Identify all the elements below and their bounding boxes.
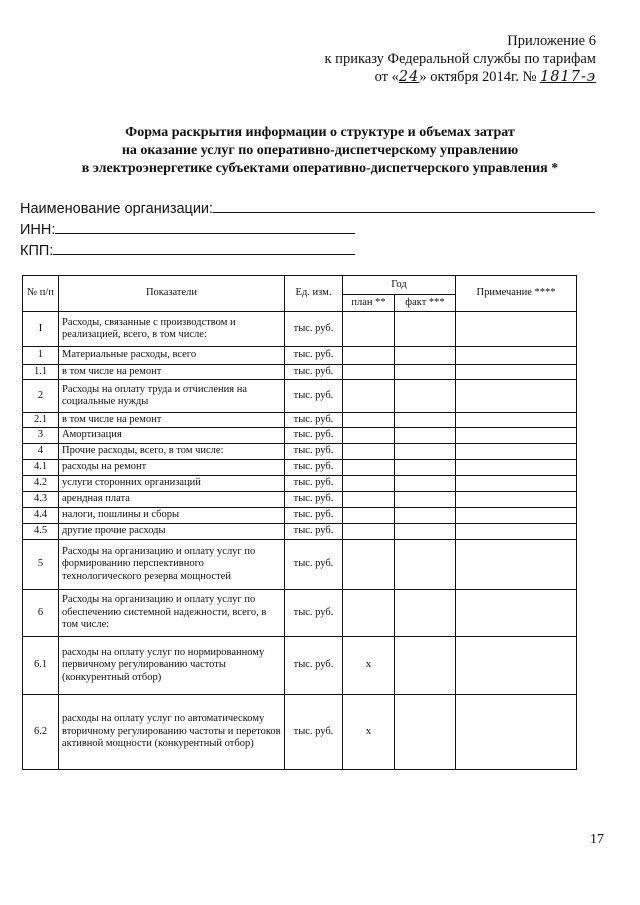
row-number-cell: 1 xyxy=(23,347,59,365)
row-fact-cell[interactable] xyxy=(395,508,456,524)
row-note-cell[interactable] xyxy=(456,460,577,476)
row-plan-cell[interactable] xyxy=(343,365,395,380)
row-unit-cell: тыс. руб. xyxy=(285,413,343,428)
row-unit-cell: тыс. руб. xyxy=(285,590,343,637)
row-indicator-cell: Прочие расходы, всего, в том числе: xyxy=(59,444,285,460)
row-plan-cell[interactable]: x xyxy=(343,637,395,695)
row-number-cell: 5 xyxy=(23,540,59,590)
header-num: № п/п xyxy=(23,276,59,312)
row-number-cell: 6.2 xyxy=(23,695,59,770)
row-indicator-cell: Амортизация xyxy=(59,428,285,444)
row-indicator-cell: Расходы на организацию и оплату услуг по формированию перспективного технологического резерва мощностей xyxy=(59,540,285,590)
table-row xyxy=(23,695,577,770)
table-row xyxy=(23,347,577,365)
header-note: Примечание **** xyxy=(456,276,577,312)
row-unit-cell: тыс. руб. xyxy=(285,460,343,476)
row-plan-cell[interactable] xyxy=(343,312,395,347)
row-indicator-cell: Материальные расходы, всего xyxy=(59,347,285,365)
row-indicator-cell: Расходы на организацию и оплату услуг по обеспечению системной надежности, всего, в том числе: xyxy=(59,590,285,637)
table-row xyxy=(23,312,577,347)
org-name-line[interactable] xyxy=(213,198,595,213)
table-row xyxy=(23,508,577,524)
row-number-cell: 3 xyxy=(23,428,59,444)
row-unit-cell: тыс. руб. xyxy=(285,476,343,492)
row-plan-cell[interactable] xyxy=(343,492,395,508)
table-row xyxy=(23,476,577,492)
appendix-date-line xyxy=(325,68,596,86)
row-plan-cell[interactable]: x xyxy=(343,695,395,770)
inn-field xyxy=(20,219,355,238)
header-unit: Ед. изм. xyxy=(285,276,343,312)
date-prefix: от « xyxy=(374,69,399,85)
row-number-cell: 4.5 xyxy=(23,524,59,540)
row-plan-cell[interactable] xyxy=(343,428,395,444)
table-row xyxy=(23,524,577,540)
row-indicator-cell: налоги, пошлины и сборы xyxy=(59,508,285,524)
row-fact-cell[interactable] xyxy=(395,492,456,508)
row-unit-cell: тыс. руб. xyxy=(285,637,343,695)
appendix-title: Приложение 6 xyxy=(507,33,596,49)
table-row xyxy=(23,428,577,444)
row-plan-cell[interactable] xyxy=(343,413,395,428)
row-fact-cell[interactable] xyxy=(395,428,456,444)
row-fact-cell[interactable] xyxy=(395,380,456,413)
row-unit-cell: тыс. руб. xyxy=(285,365,343,380)
row-number-cell: 4.3 xyxy=(23,492,59,508)
row-fact-cell[interactable] xyxy=(395,695,456,770)
row-indicator-cell: в том числе на ремонт xyxy=(59,365,285,380)
form-title-line3: в электроэнергетике субъектами оперативно-диспетчерского управления * xyxy=(81,161,559,176)
row-unit-cell: тыс. руб. xyxy=(285,524,343,540)
row-fact-cell[interactable] xyxy=(395,312,456,347)
row-note-cell[interactable] xyxy=(456,540,577,590)
row-plan-cell[interactable] xyxy=(343,540,395,590)
row-note-cell[interactable] xyxy=(456,590,577,637)
org-name-field xyxy=(20,198,595,217)
row-note-cell[interactable] xyxy=(456,508,577,524)
row-note-cell[interactable] xyxy=(456,476,577,492)
table-row xyxy=(23,637,577,695)
row-note-cell[interactable] xyxy=(456,444,577,460)
row-fact-cell[interactable] xyxy=(395,476,456,492)
row-plan-cell[interactable] xyxy=(343,476,395,492)
row-plan-cell[interactable] xyxy=(343,524,395,540)
table-row xyxy=(23,492,577,508)
row-note-cell[interactable] xyxy=(456,428,577,444)
row-unit-cell: тыс. руб. xyxy=(285,508,343,524)
row-plan-cell[interactable] xyxy=(343,460,395,476)
form-title-line1: Форма раскрытия информации о структуре и объемах затрат xyxy=(125,125,515,140)
row-indicator-cell: Расходы, связанные с производством и реализацией, всего, в том числе: xyxy=(59,312,285,347)
header-fact: факт *** xyxy=(395,295,456,312)
org-name-label: Наименование организации: xyxy=(20,201,214,217)
row-unit-cell: тыс. руб. xyxy=(285,492,343,508)
row-note-cell[interactable] xyxy=(456,380,577,413)
kpp-line[interactable] xyxy=(53,240,355,255)
row-fact-cell[interactable] xyxy=(395,460,456,476)
form-title-line2: на оказание услуг по оперативно-диспетчерскому управлению xyxy=(121,143,519,158)
table-row xyxy=(23,444,577,460)
row-indicator-cell: расходы на оплату услуг по автоматическому вторичному регулированию частоты и перетоков активной мощности (конкурентный отбор) xyxy=(59,695,285,770)
inn-line[interactable] xyxy=(55,219,355,234)
row-number-cell: 6 xyxy=(23,590,59,637)
row-fact-cell[interactable] xyxy=(395,413,456,428)
row-fact-cell[interactable] xyxy=(395,590,456,637)
appendix-header xyxy=(325,32,596,86)
row-note-cell[interactable] xyxy=(456,312,577,347)
row-unit-cell: тыс. руб. xyxy=(285,312,343,347)
row-indicator-cell: арендная плата xyxy=(59,492,285,508)
table-row xyxy=(23,540,577,590)
row-number-cell: 4.4 xyxy=(23,508,59,524)
row-note-cell[interactable] xyxy=(456,347,577,365)
row-plan-cell[interactable] xyxy=(343,380,395,413)
kpp-label: КПП: xyxy=(20,243,54,259)
row-number-cell: 6.1 xyxy=(23,637,59,695)
kpp-field xyxy=(20,240,355,259)
row-unit-cell: тыс. руб. xyxy=(285,444,343,460)
row-indicator-cell: расходы на ремонт xyxy=(59,460,285,476)
row-number-cell: 4.2 xyxy=(23,476,59,492)
row-number-cell: 1.1 xyxy=(23,365,59,380)
row-note-cell[interactable] xyxy=(456,492,577,508)
page-number: 17 xyxy=(590,832,604,847)
row-unit-cell: тыс. руб. xyxy=(285,380,343,413)
row-note-cell[interactable] xyxy=(456,695,577,770)
header-indicator: Показатели xyxy=(59,276,285,312)
date-mid: » октября 2014г. № xyxy=(419,69,537,85)
row-number-cell: I xyxy=(23,312,59,347)
row-fact-cell[interactable] xyxy=(395,347,456,365)
row-plan-cell[interactable] xyxy=(343,590,395,637)
handwritten-day: 24 xyxy=(398,69,420,85)
table-row xyxy=(23,365,577,380)
row-number-cell: 2.1 xyxy=(23,413,59,428)
row-number-cell: 2 xyxy=(23,380,59,413)
appendix-order: к приказу Федеральной службы по тарифам xyxy=(324,51,596,67)
header-year: Год xyxy=(343,276,456,295)
row-indicator-cell: Расходы на оплату труда и отчисления на социальные нужды xyxy=(59,380,285,413)
row-fact-cell[interactable] xyxy=(395,540,456,590)
row-unit-cell: тыс. руб. xyxy=(285,695,343,770)
row-note-cell[interactable] xyxy=(456,524,577,540)
row-note-cell[interactable] xyxy=(456,365,577,380)
row-unit-cell: тыс. руб. xyxy=(285,347,343,365)
row-fact-cell[interactable] xyxy=(395,637,456,695)
row-number-cell: 4 xyxy=(23,444,59,460)
row-indicator-cell: в том числе на ремонт xyxy=(59,413,285,428)
row-fact-cell[interactable] xyxy=(395,524,456,540)
row-number-cell: 4.1 xyxy=(23,460,59,476)
row-note-cell[interactable] xyxy=(456,637,577,695)
table-row xyxy=(23,380,577,413)
row-unit-cell: тыс. руб. xyxy=(285,428,343,444)
row-plan-cell[interactable] xyxy=(343,508,395,524)
table-row xyxy=(23,590,577,637)
header-plan: план ** xyxy=(343,295,395,312)
cost-structure-table xyxy=(22,275,577,770)
row-unit-cell: тыс. руб. xyxy=(285,540,343,590)
row-indicator-cell: расходы на оплату услуг по нормированному первичному регулированию частоты (конкурентный отбор) xyxy=(59,637,285,695)
row-plan-cell[interactable] xyxy=(343,444,395,460)
row-fact-cell[interactable] xyxy=(395,365,456,380)
table-row xyxy=(23,413,577,428)
row-note-cell[interactable] xyxy=(456,413,577,428)
form-title xyxy=(0,124,640,178)
row-indicator-cell: другие прочие расходы xyxy=(59,524,285,540)
handwritten-order-number: 1817-э xyxy=(540,69,596,85)
row-indicator-cell: услуги сторонних организаций xyxy=(59,476,285,492)
row-fact-cell[interactable] xyxy=(395,444,456,460)
table-body xyxy=(23,312,577,770)
row-plan-cell[interactable] xyxy=(343,347,395,365)
table-row xyxy=(23,460,577,476)
inn-label: ИНН: xyxy=(20,222,56,238)
